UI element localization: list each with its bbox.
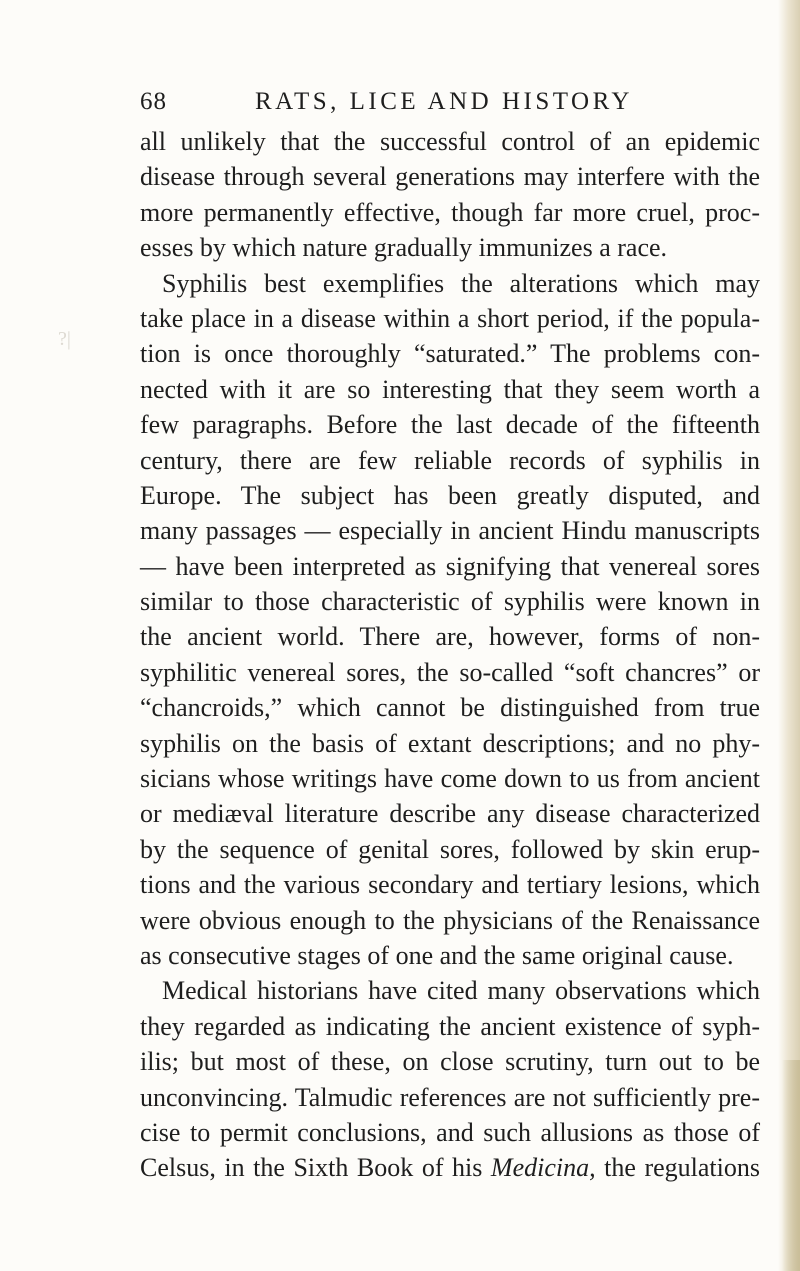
text-segment: the regulations: [595, 1153, 760, 1183]
page-number: 68: [140, 88, 167, 115]
text-line: — have been interpreted as signifying that venereal sores: [140, 551, 760, 581]
text-segment: Celsus, in the Sixth Book of his: [140, 1153, 491, 1183]
running-head: [140, 88, 760, 128]
text-line: Medical historians have cited many observations which: [162, 976, 760, 1006]
text-line: disease through several generations may interfere with the: [140, 162, 760, 192]
text-line: nected with it are so interesting that they seem worth a: [140, 374, 760, 404]
text-line: tions and the various secondary and tertiary lesions, which: [140, 870, 760, 900]
text-line: century, there are few reliable records of syphilis in: [140, 445, 760, 475]
text-line: as consecutive stages of one and the same original cause.: [140, 940, 734, 970]
margin-mark: ?|: [58, 328, 71, 350]
italic-title: Medicina,: [490, 1153, 596, 1183]
text-line: or mediæval literature describe any disease characterized: [140, 799, 760, 829]
text-line: more permanently effective, though far more cruel, proc-: [140, 197, 760, 227]
text-line: by the sequence of genital sores, followed by skin erup-: [140, 834, 760, 864]
body-text: [140, 124, 760, 1186]
text-line: esses by which nature gradually immunizes a race.: [140, 233, 668, 263]
text-line: many passages — especially in ancient Hindu manuscripts: [140, 516, 760, 546]
text-line: “chancroids,” which cannot be distinguished from true: [140, 693, 760, 723]
text-line: Syphilis best exemplifies the alterations which may: [162, 268, 760, 298]
text-line: sicians whose writings have come down to us from ancient: [140, 764, 760, 794]
page-edge-shadow-lower: [782, 1060, 800, 1271]
text-line: ilis; but most of these, on close scrutiny, turn out to be: [140, 1047, 760, 1077]
running-title: RATS, LICE AND HISTORY: [255, 88, 633, 115]
text-line: few paragraphs. Before the last decade of the fifteenth: [140, 410, 760, 440]
text-line: all unlikely that the successful control of an epidemic: [140, 127, 760, 156]
text-line: cise to permit conclusions, and such allusions as those of: [140, 1117, 760, 1147]
text-line: Europe. The subject has been greatly disputed, and: [140, 480, 760, 510]
text-line: similar to those characteristic of syphilis were known in: [140, 587, 760, 617]
text-line: take place in a disease within a short period, if the popula-: [140, 303, 760, 333]
text-line: unconvincing. Talmudic references are not sufficiently pre-: [140, 1082, 760, 1112]
text-line: syphilis on the basis of extant descriptions; and no phy-: [140, 728, 760, 758]
text-line: the ancient world. There are, however, forms of non-: [140, 622, 760, 652]
text-line: were obvious enough to the physicians of the Renaissance: [140, 905, 760, 935]
text-line: syphilitic venereal sores, the so-called “soft chancres” or: [140, 657, 760, 687]
text-line: they regarded as indicating the ancient existence of syph-: [140, 1011, 760, 1041]
text-line-final: [140, 1150, 760, 1185]
text-line: tion is once thoroughly “saturated.” The problems con-: [140, 339, 760, 369]
